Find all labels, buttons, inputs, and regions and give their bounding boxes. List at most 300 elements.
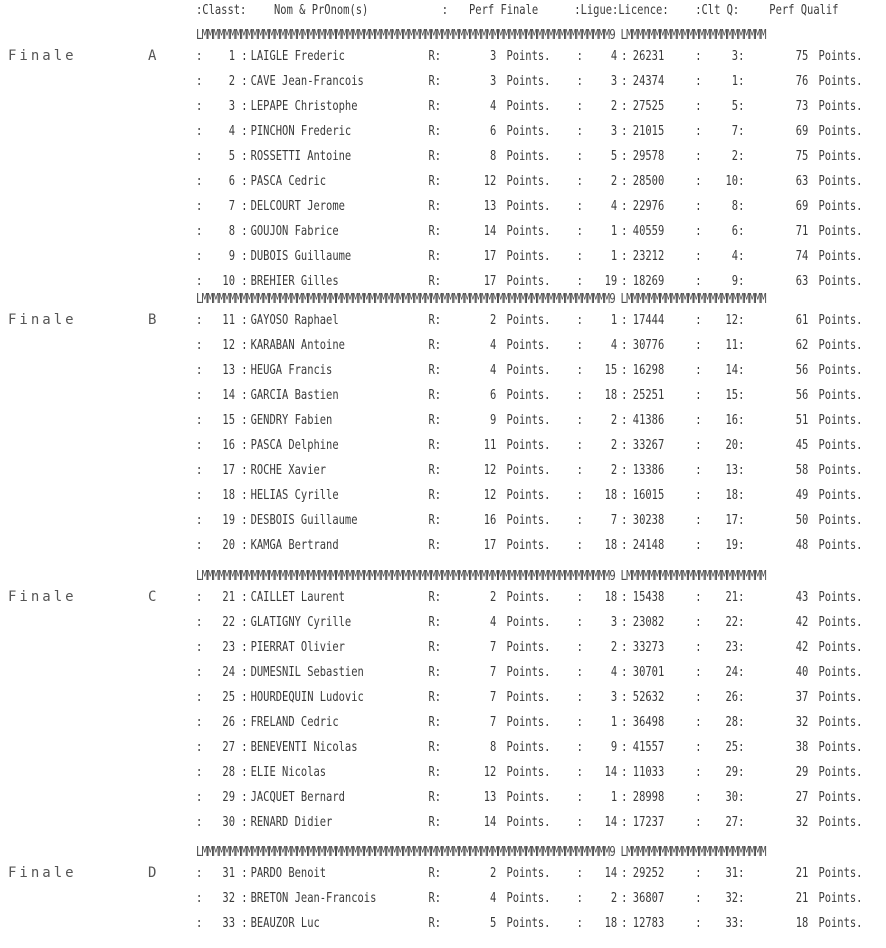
- column-divider: :: [738, 513, 745, 529]
- row-licence: 29578: [632, 149, 665, 165]
- column-divider: :: [576, 790, 583, 806]
- row-clt-q: 17: [725, 513, 739, 529]
- column-divider: :: [738, 413, 745, 429]
- row-perf: 14: [483, 815, 497, 831]
- column-divider: :: [576, 538, 583, 554]
- column-divider: :: [621, 815, 628, 831]
- row-rank: 5: [228, 149, 235, 165]
- column-divider: :: [621, 49, 628, 64]
- column-divider: :: [196, 590, 203, 605]
- row-r-marker: R:: [428, 463, 442, 479]
- row-perf: 4: [490, 891, 497, 907]
- column-divider: :: [621, 438, 628, 454]
- column-divider: :: [738, 224, 745, 240]
- column-divider: :: [196, 388, 203, 404]
- row-qualif-unit: Points.: [818, 690, 863, 706]
- column-divider: :: [621, 249, 628, 265]
- row-rank: 30: [222, 815, 235, 831]
- row-licence: 24148: [632, 538, 665, 554]
- row-clt-q: 6: [731, 224, 739, 240]
- row-perf: 12: [483, 765, 497, 781]
- row-perf: 7: [490, 665, 497, 681]
- column-divider: :: [196, 690, 203, 706]
- column-divider: :: [738, 715, 745, 731]
- row-licence: 29252: [632, 866, 665, 881]
- row-qualif-unit: Points.: [818, 891, 863, 907]
- column-divider: :: [695, 313, 702, 328]
- row-qualif: 74: [795, 249, 809, 265]
- row-perf: 12: [483, 463, 497, 479]
- row-qualif: 37: [795, 690, 809, 706]
- row-rank: 21: [222, 590, 235, 605]
- column-divider: :: [695, 224, 702, 240]
- group-label-letter: B: [148, 312, 160, 328]
- row-qualif-unit: Points.: [818, 149, 863, 165]
- column-divider: :: [738, 790, 745, 806]
- column-divider: :: [241, 124, 248, 140]
- row-perf: 7: [490, 690, 497, 706]
- row-qualif-unit: Points.: [818, 815, 863, 831]
- row-name: CAVE Jean-Francois: [250, 74, 364, 90]
- row-clt-q: 12: [725, 313, 739, 328]
- row-clt-q: 21: [725, 590, 739, 605]
- row-rank: 6: [228, 174, 235, 190]
- column-divider: :: [576, 274, 583, 290]
- row-r-marker: R:: [428, 538, 442, 554]
- column-divider: :: [241, 815, 248, 831]
- column-divider: :: [241, 388, 248, 404]
- column-divider: :: [576, 149, 583, 165]
- column-divider: :: [738, 590, 745, 605]
- column-divider: :: [695, 765, 702, 781]
- section-separator: LMMMMMMMMMMMMMMMMMMMMMMMMMMMMMMMMMMMMMMMMMMMMMMMMMMMMMMMMMMMMMMMMMMMMMMMMM9 LMMMMMMMMMMMMMMMMMMMMMMMMM: [196, 292, 766, 307]
- column-divider: :: [738, 199, 745, 215]
- row-r-marker: R:: [428, 615, 442, 631]
- row-licence: 40559: [632, 224, 665, 240]
- row-perf-unit: Points.: [506, 338, 551, 354]
- column-divider: :: [196, 765, 203, 781]
- column-divider: :: [738, 916, 745, 932]
- row-perf: 17: [483, 274, 497, 290]
- column-divider: :: [738, 49, 745, 64]
- row-rank: 10: [222, 274, 235, 290]
- row-clt-q: 7: [731, 124, 739, 140]
- row-name: PARDO Benoit: [250, 866, 327, 881]
- column-divider: :: [196, 916, 203, 932]
- row-name: LEPAPE Christophe: [250, 99, 358, 115]
- row-name: GLATIGNY Cyrille: [250, 615, 352, 631]
- row-qualif: 21: [795, 891, 809, 907]
- group-label-letter: C: [148, 589, 160, 605]
- column-divider: :: [196, 174, 203, 190]
- column-divider: :: [621, 513, 628, 529]
- row-ligue: 1: [610, 224, 618, 240]
- column-divider: :: [738, 665, 745, 681]
- column-divider: :: [241, 199, 248, 215]
- column-divider: :: [738, 891, 745, 907]
- column-divider: :: [576, 891, 583, 907]
- column-divider: :: [241, 274, 248, 290]
- column-divider: :: [621, 199, 628, 215]
- column-divider: :: [576, 690, 583, 706]
- row-qualif-unit: Points.: [818, 615, 863, 631]
- row-r-marker: R:: [428, 388, 442, 404]
- row-qualif-unit: Points.: [818, 274, 863, 290]
- row-clt-q: 25: [725, 740, 739, 756]
- column-divider: :: [576, 615, 583, 631]
- row-ligue: 7: [610, 513, 618, 529]
- column-divider: :: [576, 740, 583, 756]
- row-r-marker: R:: [428, 740, 442, 756]
- column-divider: :: [695, 715, 702, 731]
- row-qualif: 49: [795, 488, 809, 504]
- column-divider: :: [576, 640, 583, 656]
- section-separator: LMMMMMMMMMMMMMMMMMMMMMMMMMMMMMMMMMMMMMMMMMMMMMMMMMMMMMMMMMMMMMMMMMMMMMMMMM9 LMMMMMMMMMMMMMMMMMMMMMMMMM: [196, 569, 766, 584]
- row-licence: 23082: [632, 615, 665, 631]
- row-qualif: 61: [795, 313, 809, 328]
- row-r-marker: R:: [428, 124, 442, 140]
- column-divider: :: [695, 149, 702, 165]
- column-divider: :: [196, 715, 203, 731]
- row-licence: 30701: [632, 665, 665, 681]
- row-perf-unit: Points.: [506, 815, 551, 831]
- row-ligue: 18: [604, 590, 618, 605]
- row-ligue: 18: [604, 488, 618, 504]
- row-r-marker: R:: [428, 765, 442, 781]
- row-r-marker: R:: [428, 866, 442, 881]
- column-divider: :: [621, 274, 628, 290]
- row-r-marker: R:: [428, 174, 442, 190]
- column-divider: :: [196, 199, 203, 215]
- column-divider: :: [196, 513, 203, 529]
- row-licence: 13386: [632, 463, 665, 479]
- column-divider: :: [241, 338, 248, 354]
- row-qualif-unit: Points.: [818, 665, 863, 681]
- column-divider: :: [738, 690, 745, 706]
- column-divider: :: [738, 388, 745, 404]
- row-qualif-unit: Points.: [818, 438, 863, 454]
- group-label-letter: D: [148, 865, 160, 881]
- column-divider: :: [196, 640, 203, 656]
- row-name: GENDRY Fabien: [250, 413, 333, 429]
- row-qualif-unit: Points.: [818, 124, 863, 140]
- column-divider: :: [241, 916, 248, 932]
- row-clt-q: 20: [725, 438, 739, 454]
- column-divider: :: [695, 438, 702, 454]
- row-r-marker: R:: [428, 891, 442, 907]
- row-name: PASCA Delphine: [250, 438, 339, 454]
- column-divider: :: [695, 538, 702, 554]
- row-clt-q: 29: [725, 765, 739, 781]
- column-divider: :: [621, 463, 628, 479]
- column-divider: :: [695, 916, 702, 932]
- row-clt-q: 18: [725, 488, 739, 504]
- header-perf-qualif: Perf Qualif: [769, 3, 839, 18]
- row-ligue: 19: [604, 274, 618, 290]
- row-qualif: 40: [795, 665, 809, 681]
- row-perf: 13: [483, 790, 497, 806]
- row-rank: 15: [222, 413, 235, 429]
- row-name: PIERRAT Olivier: [250, 640, 345, 656]
- row-perf: 6: [490, 388, 497, 404]
- row-r-marker: R:: [428, 199, 442, 215]
- column-divider: :: [241, 715, 248, 731]
- row-ligue: 14: [604, 765, 618, 781]
- column-divider: :: [621, 765, 628, 781]
- column-divider: :: [695, 413, 702, 429]
- row-perf-unit: Points.: [506, 715, 551, 731]
- column-divider: :: [695, 174, 702, 190]
- row-name: DELCOURT Jerome: [250, 199, 345, 215]
- row-ligue: 18: [604, 388, 618, 404]
- row-qualif: 76: [795, 74, 809, 90]
- column-divider: :: [621, 590, 628, 605]
- column-divider: :: [576, 199, 583, 215]
- row-perf-unit: Points.: [506, 363, 551, 379]
- row-clt-q: 26: [725, 690, 739, 706]
- row-qualif: 42: [795, 615, 809, 631]
- row-perf: 9: [490, 413, 497, 429]
- row-clt-q: 27: [725, 815, 739, 831]
- row-perf: 5: [490, 916, 497, 932]
- row-rank: 18: [222, 488, 235, 504]
- row-perf-unit: Points.: [506, 149, 551, 165]
- column-divider: :: [621, 866, 628, 881]
- column-divider: :: [621, 538, 628, 554]
- column-divider: :: [576, 249, 583, 265]
- column-divider: :: [738, 640, 745, 656]
- column-divider: :: [196, 149, 203, 165]
- row-r-marker: R:: [428, 438, 442, 454]
- column-divider: :: [576, 866, 583, 881]
- row-licence: 52632: [632, 690, 665, 706]
- column-divider: :: [196, 815, 203, 831]
- row-rank: 16: [222, 438, 235, 454]
- row-qualif: 69: [795, 124, 809, 140]
- column-divider: :: [576, 413, 583, 429]
- row-rank: 9: [228, 249, 235, 265]
- column-divider: :: [695, 99, 702, 115]
- group-label: [8, 865, 160, 881]
- row-ligue: 1: [610, 715, 618, 731]
- row-qualif-unit: Points.: [818, 249, 863, 265]
- row-ligue: 5: [610, 149, 618, 165]
- row-qualif-unit: Points.: [818, 488, 863, 504]
- row-r-marker: R:: [428, 74, 442, 90]
- row-licence: 15438: [632, 590, 665, 605]
- column-divider: :: [621, 740, 628, 756]
- column-divider: :: [196, 274, 203, 290]
- column-divider: :: [196, 463, 203, 479]
- column-divider: :: [695, 74, 702, 90]
- row-ligue: 14: [604, 815, 618, 831]
- row-qualif-unit: Points.: [818, 916, 863, 932]
- row-r-marker: R:: [428, 338, 442, 354]
- row-qualif-unit: Points.: [818, 413, 863, 429]
- group-label: [8, 312, 160, 328]
- row-rank: 14: [222, 388, 235, 404]
- row-ligue: 3: [610, 615, 618, 631]
- column-divider: :: [576, 74, 583, 90]
- column-divider: :: [695, 199, 702, 215]
- column-divider: :: [621, 790, 628, 806]
- column-divider: :: [241, 590, 248, 605]
- row-licence: 23212: [632, 249, 665, 265]
- row-qualif: 27: [795, 790, 809, 806]
- column-divider: :: [621, 891, 628, 907]
- row-perf: 8: [490, 740, 497, 756]
- column-divider: :: [576, 338, 583, 354]
- row-qualif: 63: [795, 174, 809, 190]
- row-name: BRETON Jean-Francois: [250, 891, 377, 907]
- column-divider: :: [738, 124, 745, 140]
- header-separator: :: [441, 3, 448, 18]
- row-name: ROSSETTI Antoine: [250, 149, 352, 165]
- column-divider: :: [576, 224, 583, 240]
- row-licence: 11033: [632, 765, 665, 781]
- column-divider: :: [621, 99, 628, 115]
- row-rank: 7: [228, 199, 235, 215]
- column-divider: :: [695, 640, 702, 656]
- row-rank: 24: [222, 665, 235, 681]
- row-ligue: 18: [604, 916, 618, 932]
- row-licence: 25251: [632, 388, 665, 404]
- row-clt-q: 1: [731, 74, 739, 90]
- row-r-marker: R:: [428, 363, 442, 379]
- row-clt-q: 32: [725, 891, 739, 907]
- row-perf: 3: [490, 74, 497, 90]
- row-perf: 7: [490, 715, 497, 731]
- column-divider: :: [695, 388, 702, 404]
- row-r-marker: R:: [428, 49, 442, 64]
- row-name: DESBOIS Guillaume: [250, 513, 358, 529]
- column-divider: :: [695, 249, 702, 265]
- column-divider: :: [196, 99, 203, 115]
- row-qualif-unit: Points.: [818, 640, 863, 656]
- row-clt-q: 5: [731, 99, 739, 115]
- row-name: CAILLET Laurent: [250, 590, 345, 605]
- row-qualif: 56: [795, 363, 809, 379]
- header-nom: Nom & PrOnom(s): [274, 3, 369, 18]
- row-rank: 19: [222, 513, 235, 529]
- column-divider: :: [196, 124, 203, 140]
- column-divider: :: [695, 665, 702, 681]
- row-perf-unit: Points.: [506, 488, 551, 504]
- row-qualif-unit: Points.: [818, 765, 863, 781]
- column-divider: :: [241, 866, 248, 881]
- column-divider: :: [738, 815, 745, 831]
- column-divider: :: [576, 815, 583, 831]
- row-qualif-unit: Points.: [818, 590, 863, 605]
- row-perf-unit: Points.: [506, 199, 551, 215]
- row-licence: 36498: [632, 715, 665, 731]
- column-divider: :: [196, 313, 203, 328]
- row-qualif-unit: Points.: [818, 463, 863, 479]
- row-ligue: 1: [610, 790, 618, 806]
- row-qualif-unit: Points.: [818, 513, 863, 529]
- column-divider: :: [695, 488, 702, 504]
- row-ligue: 2: [610, 640, 618, 656]
- row-rank: 25: [222, 690, 235, 706]
- column-divider: :: [738, 740, 745, 756]
- section-separator: LMMMMMMMMMMMMMMMMMMMMMMMMMMMMMMMMMMMMMMMMMMMMMMMMMMMMMMMMMMMMMMMMMMMMMMMMM9 LMMMMMMMMMMMMMMMMMMMMMMMMM: [196, 28, 766, 43]
- row-ligue: 2: [610, 99, 618, 115]
- column-divider: :: [621, 363, 628, 379]
- row-r-marker: R:: [428, 513, 442, 529]
- row-clt-q: 14: [725, 363, 739, 379]
- row-name: HOURDEQUIN Ludovic: [250, 690, 364, 706]
- row-clt-q: 33: [725, 916, 739, 932]
- header-classt: :Classt:: [196, 3, 247, 18]
- row-rank: 4: [228, 124, 235, 140]
- row-perf: 4: [490, 338, 497, 354]
- column-divider: :: [738, 866, 745, 881]
- row-qualif-unit: Points.: [818, 174, 863, 190]
- column-divider: :: [738, 363, 745, 379]
- row-clt-q: 8: [731, 199, 739, 215]
- row-perf-unit: Points.: [506, 640, 551, 656]
- column-divider: :: [196, 413, 203, 429]
- row-r-marker: R:: [428, 99, 442, 115]
- row-clt-q: 22: [725, 615, 739, 631]
- column-divider: :: [576, 174, 583, 190]
- row-name: PINCHON Frederic: [250, 124, 352, 140]
- column-divider: :: [576, 488, 583, 504]
- row-qualif: 69: [795, 199, 809, 215]
- group-label: [8, 48, 160, 64]
- row-perf: 17: [483, 249, 497, 265]
- column-divider: :: [695, 463, 702, 479]
- column-divider: :: [738, 538, 745, 554]
- row-name: HEUGA Francis: [250, 363, 333, 379]
- group-label-text: Finale: [8, 312, 77, 328]
- row-perf-unit: Points.: [506, 249, 551, 265]
- column-divider: :: [738, 338, 745, 354]
- row-rank: 17: [222, 463, 235, 479]
- row-qualif: 32: [795, 715, 809, 731]
- column-divider: :: [621, 124, 628, 140]
- row-rank: 31: [222, 866, 235, 881]
- row-licence: 16015: [632, 488, 665, 504]
- group-label: [8, 589, 160, 605]
- column-divider: :: [241, 413, 248, 429]
- row-perf-unit: Points.: [506, 538, 551, 554]
- column-divider: :: [621, 916, 628, 932]
- column-divider: :: [738, 174, 745, 190]
- row-name: JACQUET Bernard: [250, 790, 345, 806]
- row-licence: 12783: [632, 916, 665, 932]
- column-divider: :: [196, 74, 203, 90]
- row-perf-unit: Points.: [506, 388, 551, 404]
- column-divider: :: [576, 463, 583, 479]
- column-divider: :: [695, 338, 702, 354]
- row-qualif: 38: [795, 740, 809, 756]
- row-perf-unit: Points.: [506, 313, 551, 328]
- row-r-marker: R:: [428, 665, 442, 681]
- row-licence: 41386: [632, 413, 665, 429]
- column-divider: :: [576, 665, 583, 681]
- row-name: ROCHE Xavier: [250, 463, 327, 479]
- row-perf-unit: Points.: [506, 49, 551, 64]
- column-divider: :: [576, 513, 583, 529]
- row-licence: 17444: [632, 313, 665, 328]
- row-r-marker: R:: [428, 590, 442, 605]
- column-divider: :: [241, 249, 248, 265]
- row-name: LAIGLE Frederic: [250, 49, 345, 64]
- row-qualif: 56: [795, 388, 809, 404]
- row-perf-unit: Points.: [506, 790, 551, 806]
- row-licence: 16298: [632, 363, 665, 379]
